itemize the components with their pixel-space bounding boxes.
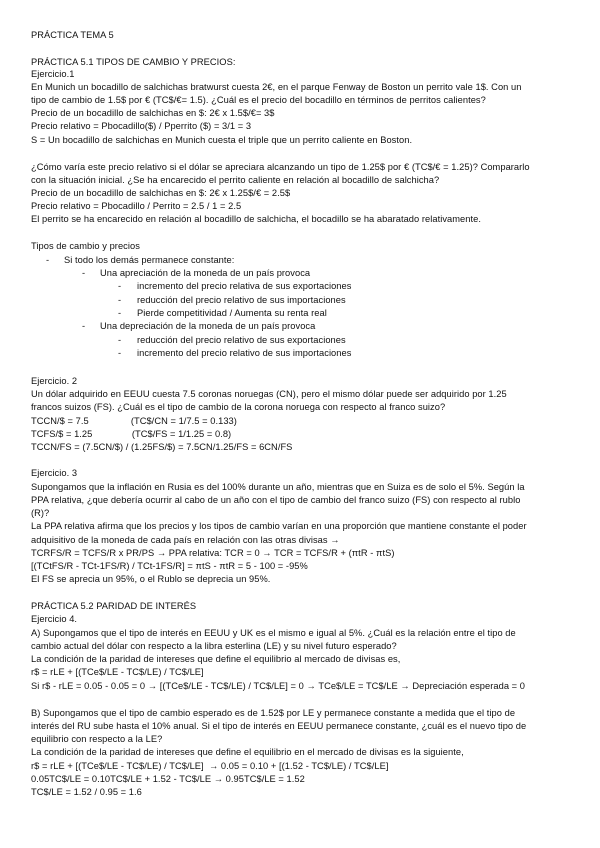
paragraph-line: La condición de la paridad de intereses que define el equilibrio al mercado de divisas es,	[31, 654, 401, 664]
paragraph-line: Precio de un bocadillo de salchichas en $: 2€ x 1.5$/€= 3$	[31, 108, 275, 118]
list-item: incremento del precio relativo de sus importaciones	[137, 348, 352, 358]
paragraph-line: (R)?	[31, 508, 50, 518]
paragraph-line: El FS se aprecia un 95%, o el Rublo se deprecia un 95%.	[31, 574, 271, 584]
paragraph-line: interés del RU sube hasta el 10% anual. Si el tipo de interés en EEUU permanece constante, ¿cuál es el nuevo tipo de	[31, 721, 527, 731]
list-bullet: -	[118, 335, 122, 345]
paragraph-line: Un dólar adquirido en EEUU cuesta 7.5 coronas noruegas (CN), pero el mismo dólar puede ser adquirido por 1.25	[31, 389, 507, 399]
paragraph-line: El perrito se ha encarecido en relación al bocadillo de salchicha, el bocadillo se ha abaratado relativamente.	[31, 214, 481, 224]
formula-line: r$ = rLE + [(TCe$/LE - TC$/LE) / TC$/LE] → 0.05 = 0.10 + [(1.52 - TC$/LE) / TC$/LE]	[31, 761, 389, 771]
formula-line: TCRFS/R = TCFS/R x PR/PS → PPA relativa: TCR = 0 → TCR = TCFS/R + (πtR - πtS)	[31, 548, 395, 558]
formula-line: TCFS/$ = 1.25 (TC$/FS = 1/1.25 = 0.8)	[31, 429, 232, 439]
paragraph-line: tipo de cambio de 1.5$ por € (TC$/€= 1.5). ¿Cuál es el precio del bocadillo en términos de perritos calientes?	[31, 95, 486, 105]
paragraph-line: Precio relativo = Pbocadillo / Perrito = 2.5 / 1 = 2.5	[31, 201, 242, 211]
exercise-1-heading: Ejercicio.1	[31, 69, 75, 79]
list-bullet: -	[118, 295, 122, 305]
paragraph-line: Supongamos que la inflación en Rusia es del 100% durante un año, mientras que en Suiza es de solo el 5%. Según la	[31, 482, 525, 492]
list-bullet: -	[82, 321, 86, 331]
formula-line: TC$/LE = 1.52 / 0.95 = 1.6	[31, 787, 142, 797]
paragraph-line: A) Supongamos que el tipo de interés en EEUU y UK es el mismo e igual al 5%. ¿Cuál es la relación entre el tipo de	[31, 628, 516, 638]
document-title: PRÁCTICA TEMA 5	[31, 30, 114, 40]
exercise-2-heading: Ejercicio. 2	[31, 376, 78, 386]
section-heading-5-1: PRÁCTICA 5.1 TIPOS DE CAMBIO Y PRECIOS:	[31, 57, 236, 67]
paragraph-line: En Munich un bocadillo de salchichas bratwurst cuesta 2€, en el parque Fenway de Boston un perrito vale 1$. Con un	[31, 82, 522, 92]
list-bullet: -	[82, 268, 86, 278]
list-item: Una depreciación de la moneda de un país provoca	[100, 321, 316, 331]
list-item: Una apreciación de la moneda de un país provoca	[100, 268, 311, 278]
list-bullet: -	[118, 348, 122, 358]
paragraph-line: ¿Cómo varía este precio relativo si el dólar se apreciara alcanzando un tipo de 1.25$ por € (TC$/€ = 1.25)? Compararlo	[31, 162, 530, 172]
list-item: incremento del precio relativa de sus exportaciones	[137, 281, 352, 291]
list-item: reducción del precio relativo de sus exportaciones	[137, 335, 346, 345]
formula-line: TCCN/$ = 7.5 (TC$/CN = 1/7.5 = 0.133)	[31, 416, 237, 426]
exercise-4-heading: Ejercicio 4.	[31, 614, 78, 624]
formula-line: r$ = rLE + [(TCe$/LE - TC$/LE) / TC$/LE]	[31, 667, 204, 677]
paragraph-line: La condición de la paridad de intereses que define el equilibrio en el mercado de divisas es la siguiente,	[31, 747, 464, 757]
section-heading-5-2: PRÁCTICA 5.2 PARIDAD DE INTERÉS	[31, 601, 197, 611]
formula-line: TCCN/FS = (7.5CN/$) / (1.25FS/$) = 7.5CN/1.25/FS = 6CN/FS	[31, 442, 293, 452]
paragraph-line: S = Un bocadillo de salchichas en Munich cuesta el triple que un perrito caliente en Boston.	[31, 135, 413, 145]
paragraph-line: adquisitivo de la moneda de cada país en relación con las otras divisas →	[31, 535, 340, 545]
exercise-3-heading: Ejercicio. 3	[31, 468, 78, 478]
list-item: Si todo los demás permanece constante:	[64, 255, 235, 265]
paragraph-line: francos suizos (FS). ¿Cuál es el tipo de cambio de la corona noruega con respecto al franco suizo?	[31, 402, 446, 412]
subheading-tipos: Tipos de cambio y precios	[31, 241, 140, 251]
list-item: Pierde competitividad / Aumenta su renta real	[137, 308, 327, 318]
formula-line: Si r$ - rLE = 0.05 - 0.05 = 0 → [(TCe$/LE - TC$/LE) / TC$/LE] = 0 → TCe$/LE = TC$/LE → Depreciación esperada = 0	[31, 681, 526, 691]
paragraph-line: La PPA relativa afirma que los precios y los tipos de cambio varían en una proporción que mantiene constante el poder	[31, 521, 527, 531]
formula-line: 0.05TC$/LE = 0.10TC$/LE + 1.52 - TC$/LE → 0.95TC$/LE = 1.52	[31, 774, 305, 784]
formula-line: [(TCtFS/R - TCt-1FS/R) / TCt-1FS/R] = πtS - πtR = 5 - 100 = -95%	[31, 561, 308, 571]
paragraph-line: equilibrio con respecto a la LE?	[31, 734, 163, 744]
list-item: reducción del precio relativo de sus importaciones	[137, 295, 346, 305]
list-bullet: -	[118, 308, 122, 318]
paragraph-line: Precio de un bocadillo de salchichas en $: 2€ x 1.25$/€ = 2.5$	[31, 188, 291, 198]
paragraph-line: Precio relativo = Pbocadillo($) / Pperrito ($) = 3/1 = 3	[31, 121, 252, 131]
paragraph-line: B) Supongamos que el tipo de cambio esperado es de 1.52$ por LE y permanece constante a medida que el tipo de	[31, 708, 516, 718]
paragraph-line: PPA relativa, ¿que debería ocurrir al cabo de un año con el tipo de cambio del franco suizo (FS) con respecto al rublo	[31, 495, 521, 505]
paragraph-line: con la situación inicial. ¿Se ha encarecido el perrito caliente en relación al bocadillo de salchicha?	[31, 175, 440, 185]
paragraph-line: cambio actual del dólar con respecto a la libra esterlina (LE) y su nivel futuro esperado?	[31, 641, 397, 651]
list-bullet: -	[46, 255, 50, 265]
list-bullet: -	[118, 281, 122, 291]
